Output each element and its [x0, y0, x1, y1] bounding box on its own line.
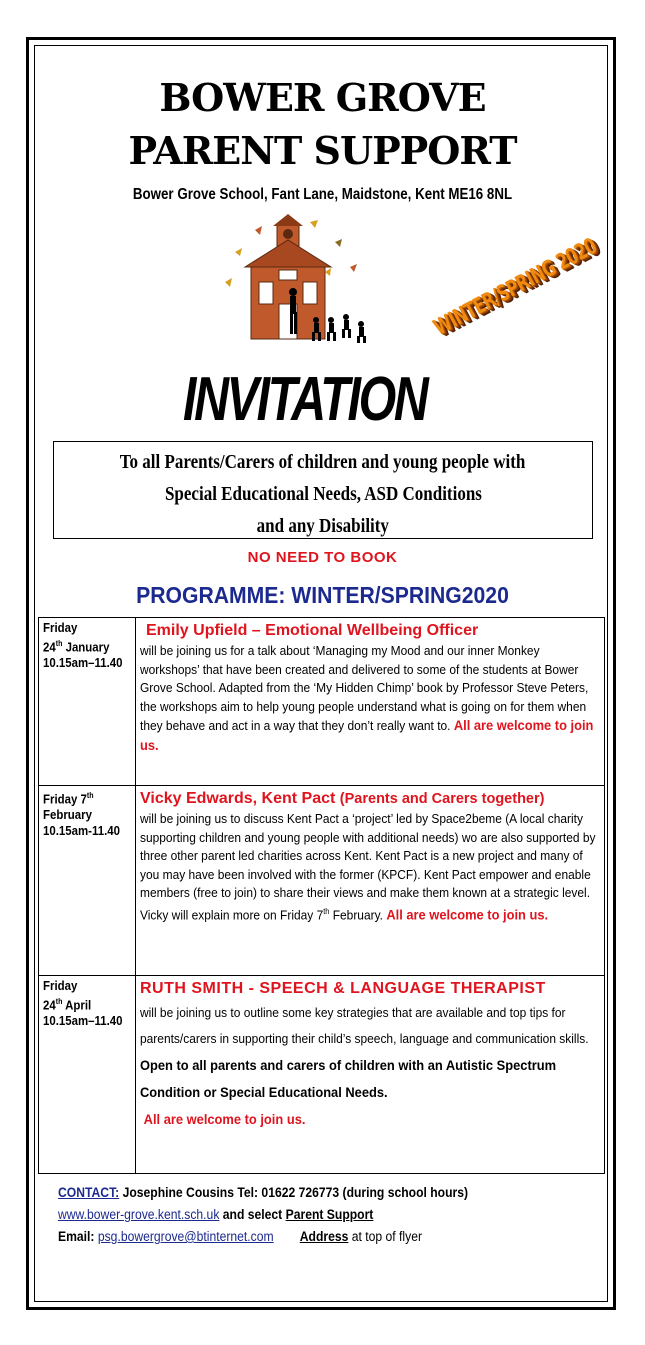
contact-line [58, 1182, 468, 1204]
school-address: Bower Grove School, Fant Lane, Maidstone, Kent ME16 8NL [132, 186, 513, 203]
session-description [136, 618, 605, 786]
email-label: Email: [58, 1229, 95, 1244]
title-line-2: PARENT SUPPORT [128, 128, 517, 173]
session-month: January [65, 639, 110, 655]
no-need-to-book: NO NEED TO BOOK [247, 549, 398, 566]
programme-table [38, 617, 605, 1174]
date-sup: th [55, 997, 63, 1006]
session-date-num: 24 [43, 639, 56, 655]
body-text: will be joining us for a talk about ‘Managing my Mood and our inner Monkey workshops’ that have been created and delivered to some of the students at Bower Grove School. Adapted from the ‘My Hidden Chimp’ book by Professor Steve Peters, the workshops aim to help young people understand what is going on for them when they behave and act in a way that they don’t really want to. [140, 643, 589, 733]
session-date-num: 24 [43, 997, 56, 1013]
session-month: February [43, 807, 92, 823]
closing-text: All are welcome to join us. [143, 1111, 306, 1127]
session-body [140, 810, 597, 924]
bold-text: Open to all parents and carers of children with an Autistic Spectrum Condition or Special Educational Needs. [140, 1057, 557, 1100]
speaker-name: RUTH SMITH - SPEECH & LANGUAGE THERAPIST [140, 980, 546, 997]
session-day: Friday [43, 620, 78, 635]
session-date [39, 618, 136, 786]
closing-text: All are welcome to join us. [386, 905, 549, 922]
school-house-illustration [215, 212, 375, 347]
email-line [58, 1226, 468, 1248]
closing-text: All are welcome to join us. [140, 717, 594, 753]
date-sup: th [86, 791, 94, 800]
speaker-name [140, 788, 600, 810]
session-day: Friday [43, 978, 78, 993]
website-line [58, 1204, 468, 1226]
session-month: April [65, 997, 92, 1013]
session-date [39, 786, 136, 976]
intro-line-2: Special Educational Needs, ASD Conditions [164, 483, 482, 505]
date-sup: th [55, 639, 63, 648]
parent-support-link: Parent Support [285, 1207, 374, 1222]
contact-label: CONTACT: [58, 1185, 120, 1200]
body-sup: th [323, 906, 330, 916]
session-day: Friday 7 [43, 791, 87, 807]
session-time: 10.15am-11.40 [43, 823, 120, 839]
contact-section [58, 1182, 514, 1248]
email-link[interactable]: psg.bowergrove@btinternet.com [97, 1229, 274, 1244]
session-description [136, 786, 605, 976]
session-time: 10.15am–11.40 [43, 655, 123, 671]
session-description [136, 976, 605, 1174]
body-text: will be joining us to discuss Kent Pact a ‘project’ led by Space2beme (A local charity supporting children and young people with additional needs) wo are also supported by three other parent led charities across Kent. Kent Pact is a new project and many of you may have been involved with the former (KPCF). Kent Pact empower and enable members (free to join) to share their views and make them known at a strategic level. Vicky will explain more on Friday 7 [140, 811, 596, 922]
website-link[interactable]: www.bower-grove.kent.sch.uk [58, 1207, 220, 1222]
session-time: 10.15am–11.40 [43, 1013, 123, 1029]
session-date [39, 976, 136, 1174]
address-suffix: at top of flyer [351, 1229, 423, 1244]
table-row [39, 976, 605, 1174]
speaker-sub: (Parents and Carers together) [339, 791, 545, 807]
speaker-text: Vicky Edwards, Kent Pact [140, 790, 336, 807]
website-suffix: and select [222, 1207, 283, 1222]
session-body [140, 642, 597, 755]
contact-text: Josephine Cousins Tel: 01622 726773 (during school hours) [122, 1185, 469, 1200]
badge-text: WINTER/SPRING 2020 [429, 234, 601, 341]
intro-box [53, 441, 593, 539]
session-body [140, 1000, 597, 1133]
body-text: will be joining us to outline some key strategies that are available and top tips for parents/carers in supporting their child’s speech, language and communication skills. [140, 1005, 589, 1046]
programme-heading: PROGRAMME: WINTER/SPRING2020 [136, 582, 509, 608]
intro-line-3: and any Disability [256, 515, 390, 537]
address-label: Address [299, 1229, 349, 1244]
invitation-heading: INVITATION [183, 365, 427, 434]
speaker-name: Emily Upfield – Emotional Wellbeing Officer [146, 622, 479, 639]
table-row [39, 618, 605, 786]
body-end: February. [332, 906, 384, 922]
intro-line-1: To all Parents/Carers of children and young people with [120, 451, 526, 473]
table-row [39, 786, 605, 976]
title-line-1: BOWER GROVE [159, 75, 486, 120]
